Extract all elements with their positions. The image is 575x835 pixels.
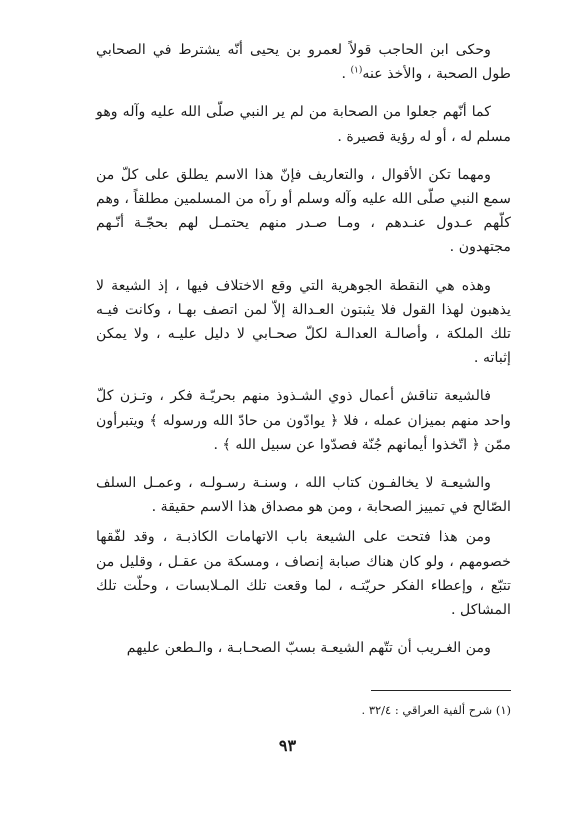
paragraph-2: كما أنّهم جعلوا من الصحابة من لم ير النبي صلّى الله عليه وآله وهو مسلم له ، أو له رؤية قصيرة . <box>96 104 511 145</box>
paragraph-1-text: وحكى ابن الحاجب قولاً لعمرو بن يحيى أنّه يشترط في الصحابي طول الصحبة ، والأخذ عنه <box>96 42 511 83</box>
paragraph-4: وهذه هي النقطة الجوهرية التي وقع الاختلاف فيها ، إذ الشيعة لا يذهبون لهذا القول فلا يثبتون العـدالة إلاّ لمن اتصف بهـا ، وكانت فيـه تلك الملكة ، وأصالـة العدالـة لكلّ صحـابي لا دليل عليـه ، ولا يمكن إثباته . <box>96 277 511 367</box>
footnote-reference[interactable]: (١) <box>350 65 363 76</box>
paragraph-1-ending: . <box>341 66 351 83</box>
footnote: (١) شرح ألفية العراقي : ٣٢/٤ . <box>361 703 511 717</box>
paragraph-3: ومهما تكن الأقوال ، والتعاريف فإنّ هذا الاسم يطلق على كلّ من سمع النبي صلّى الله عليه وآله وسلم أو رآه من المسلمين مطلقاً ، وهم كلّهم عـدول عنـدهم ، ومـا صـدر منهم يحتمـل لهم بحجّـة أنّـهم مجتهدون . <box>96 166 511 256</box>
page-number: ٩٣ <box>278 736 297 755</box>
paragraph-8: ومن الغـريب أن تتّهم الشيعـة بسبّ الصحـابـة ، والـطعن عليهم <box>126 640 491 657</box>
paragraph-5: فالشيعة تناقش أعمال ذوي الشـذوذ منهم بحريّـة فكر ، وتـزن كلّ واحد منهم بميزان عمله ، فلا ﴿ يوادّون من حادّ الله ورسوله ﴾ ويتبرأون ممّن ﴿ اتّخذوا أيمانهم جُنّة فصدّوا عن سبيل الله ﴾ . <box>96 388 511 453</box>
paragraph-1 <box>96 38 511 86</box>
paragraph-6: والشيعـة لا يخالفـون كتاب الله ، وسنـة رسـولـه ، وعمـل السلف الصّالح في تمييز الصحابة ، ومن هو مصداق هذا الاسم حقيقة . <box>96 475 511 516</box>
paragraph-7: ومن هذا فتحت على الشيعة باب الاتهامات الكاذبـة ، وقد لفّقها خصومهم ، ولو كان هناك صبابة إنصاف ، ومسكة من عقـل ، وقليل من تتبّع ، وإعطاء الفكر حريّتـه ، لما وقعت تلك المـلابسات ، وحلّت تلك المشاكل . <box>96 529 511 619</box>
body-text <box>96 38 511 674</box>
footnote-divider <box>371 690 511 691</box>
